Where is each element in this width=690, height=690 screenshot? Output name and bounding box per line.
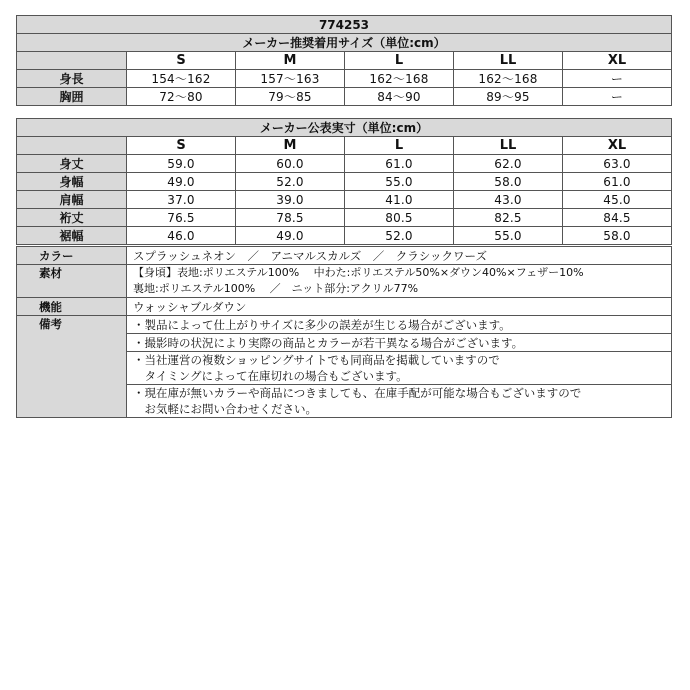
- value-cell: 162～168: [345, 70, 454, 88]
- size-header: XL: [563, 137, 672, 155]
- value-cell: 58.0: [563, 227, 672, 245]
- size-header: LL: [454, 137, 563, 155]
- row-label: 胸囲: [17, 88, 127, 106]
- corner-cell: [17, 137, 127, 155]
- size-header: L: [345, 137, 454, 155]
- material-row: [17, 265, 672, 298]
- recommended-title: メーカー推奨着用サイズ（単位:cm）: [17, 34, 672, 52]
- value-cell: 157～163: [236, 70, 345, 88]
- product-code: 774253: [17, 16, 672, 34]
- table-row: [17, 209, 672, 227]
- table-row: [17, 70, 672, 88]
- notes-label: 備考: [17, 316, 127, 418]
- value-cell: 82.5: [454, 209, 563, 227]
- value-cell: 49.0: [236, 227, 345, 245]
- row-label: 裄丈: [17, 209, 127, 227]
- value-cell: 55.0: [454, 227, 563, 245]
- size-header: L: [345, 52, 454, 70]
- value-cell: 39.0: [236, 191, 345, 209]
- note-line: タイミングによって在庫切れの場合もございます。: [133, 369, 408, 383]
- function-label: 機能: [17, 298, 127, 316]
- row-label: 肩幅: [17, 191, 127, 209]
- row-label: 身幅: [17, 173, 127, 191]
- value-cell: 154～162: [127, 70, 236, 88]
- value-cell: 61.0: [563, 173, 672, 191]
- note-item: [127, 385, 672, 418]
- measurement-title: メーカー公表実寸（単位:cm）: [17, 119, 672, 137]
- function-value: ウォッシャブルダウン: [127, 298, 672, 316]
- size-header: S: [127, 137, 236, 155]
- row-label: 身丈: [17, 155, 127, 173]
- value-cell: 79～85: [236, 88, 345, 106]
- table-row: [17, 191, 672, 209]
- size-header: M: [236, 52, 345, 70]
- value-cell: 37.0: [127, 191, 236, 209]
- value-cell: 41.0: [345, 191, 454, 209]
- note-line: ・現在庫が無いカラーや商品につきましても、在庫手配が可能な場合もございますので: [133, 386, 582, 400]
- note-line: お気軽にお問い合わせください。: [133, 402, 317, 416]
- value-cell: ー: [563, 70, 672, 88]
- value-cell: 46.0: [127, 227, 236, 245]
- corner-cell: [17, 52, 127, 70]
- notes-row: [17, 316, 672, 334]
- value-cell: 60.0: [236, 155, 345, 173]
- size-header-row: [17, 52, 672, 70]
- value-cell: 162～168: [454, 70, 563, 88]
- material-line: 裏地:ポリエステル100% ／ ニット部分:アクリル77%: [133, 282, 419, 295]
- size-header: LL: [454, 52, 563, 70]
- value-cell: 72～80: [127, 88, 236, 106]
- value-cell: 59.0: [127, 155, 236, 173]
- row-label: 身長: [17, 70, 127, 88]
- value-cell: 61.0: [345, 155, 454, 173]
- measurement-table: [16, 118, 672, 245]
- material-value: [127, 265, 672, 298]
- table-row: [17, 155, 672, 173]
- value-cell: ー: [563, 88, 672, 106]
- note-line: ・当社運営の複数ショッピングサイトでも同商品を掲載していますので: [133, 353, 500, 367]
- value-cell: 52.0: [236, 173, 345, 191]
- value-cell: 52.0: [345, 227, 454, 245]
- value-cell: 63.0: [563, 155, 672, 173]
- color-label: カラー: [17, 247, 127, 265]
- note-item: ・撮影時の状況により実際の商品とカラーが若干異なる場合がございます。: [127, 334, 672, 352]
- value-cell: 78.5: [236, 209, 345, 227]
- value-cell: 84～90: [345, 88, 454, 106]
- size-header: S: [127, 52, 236, 70]
- table-row: [17, 227, 672, 245]
- recommended-size-table: [16, 15, 672, 106]
- value-cell: 62.0: [454, 155, 563, 173]
- table-row: [17, 88, 672, 106]
- size-header: M: [236, 137, 345, 155]
- row-label: 裾幅: [17, 227, 127, 245]
- note-item: [127, 352, 672, 385]
- note-item: ・製品によって仕上がりサイズに多少の誤差が生じる場合がございます。: [127, 316, 672, 334]
- material-label: 素材: [17, 265, 127, 298]
- value-cell: 55.0: [345, 173, 454, 191]
- table-row: [17, 173, 672, 191]
- value-cell: 84.5: [563, 209, 672, 227]
- value-cell: 58.0: [454, 173, 563, 191]
- color-value: スプラッシュネオン ／ アニマルスカルズ ／ クラシックワーズ: [127, 247, 672, 265]
- value-cell: 80.5: [345, 209, 454, 227]
- product-details-table: [16, 246, 672, 418]
- size-header: XL: [563, 52, 672, 70]
- value-cell: 76.5: [127, 209, 236, 227]
- value-cell: 49.0: [127, 173, 236, 191]
- material-line: 【身頃】表地:ポリエステル100% 中わた:ポリエステル50%×ダウン40%×フェザー10%: [133, 266, 584, 279]
- value-cell: 43.0: [454, 191, 563, 209]
- size-header-row: [17, 137, 672, 155]
- function-row: [17, 298, 672, 316]
- value-cell: 45.0: [563, 191, 672, 209]
- value-cell: 89～95: [454, 88, 563, 106]
- color-row: [17, 247, 672, 265]
